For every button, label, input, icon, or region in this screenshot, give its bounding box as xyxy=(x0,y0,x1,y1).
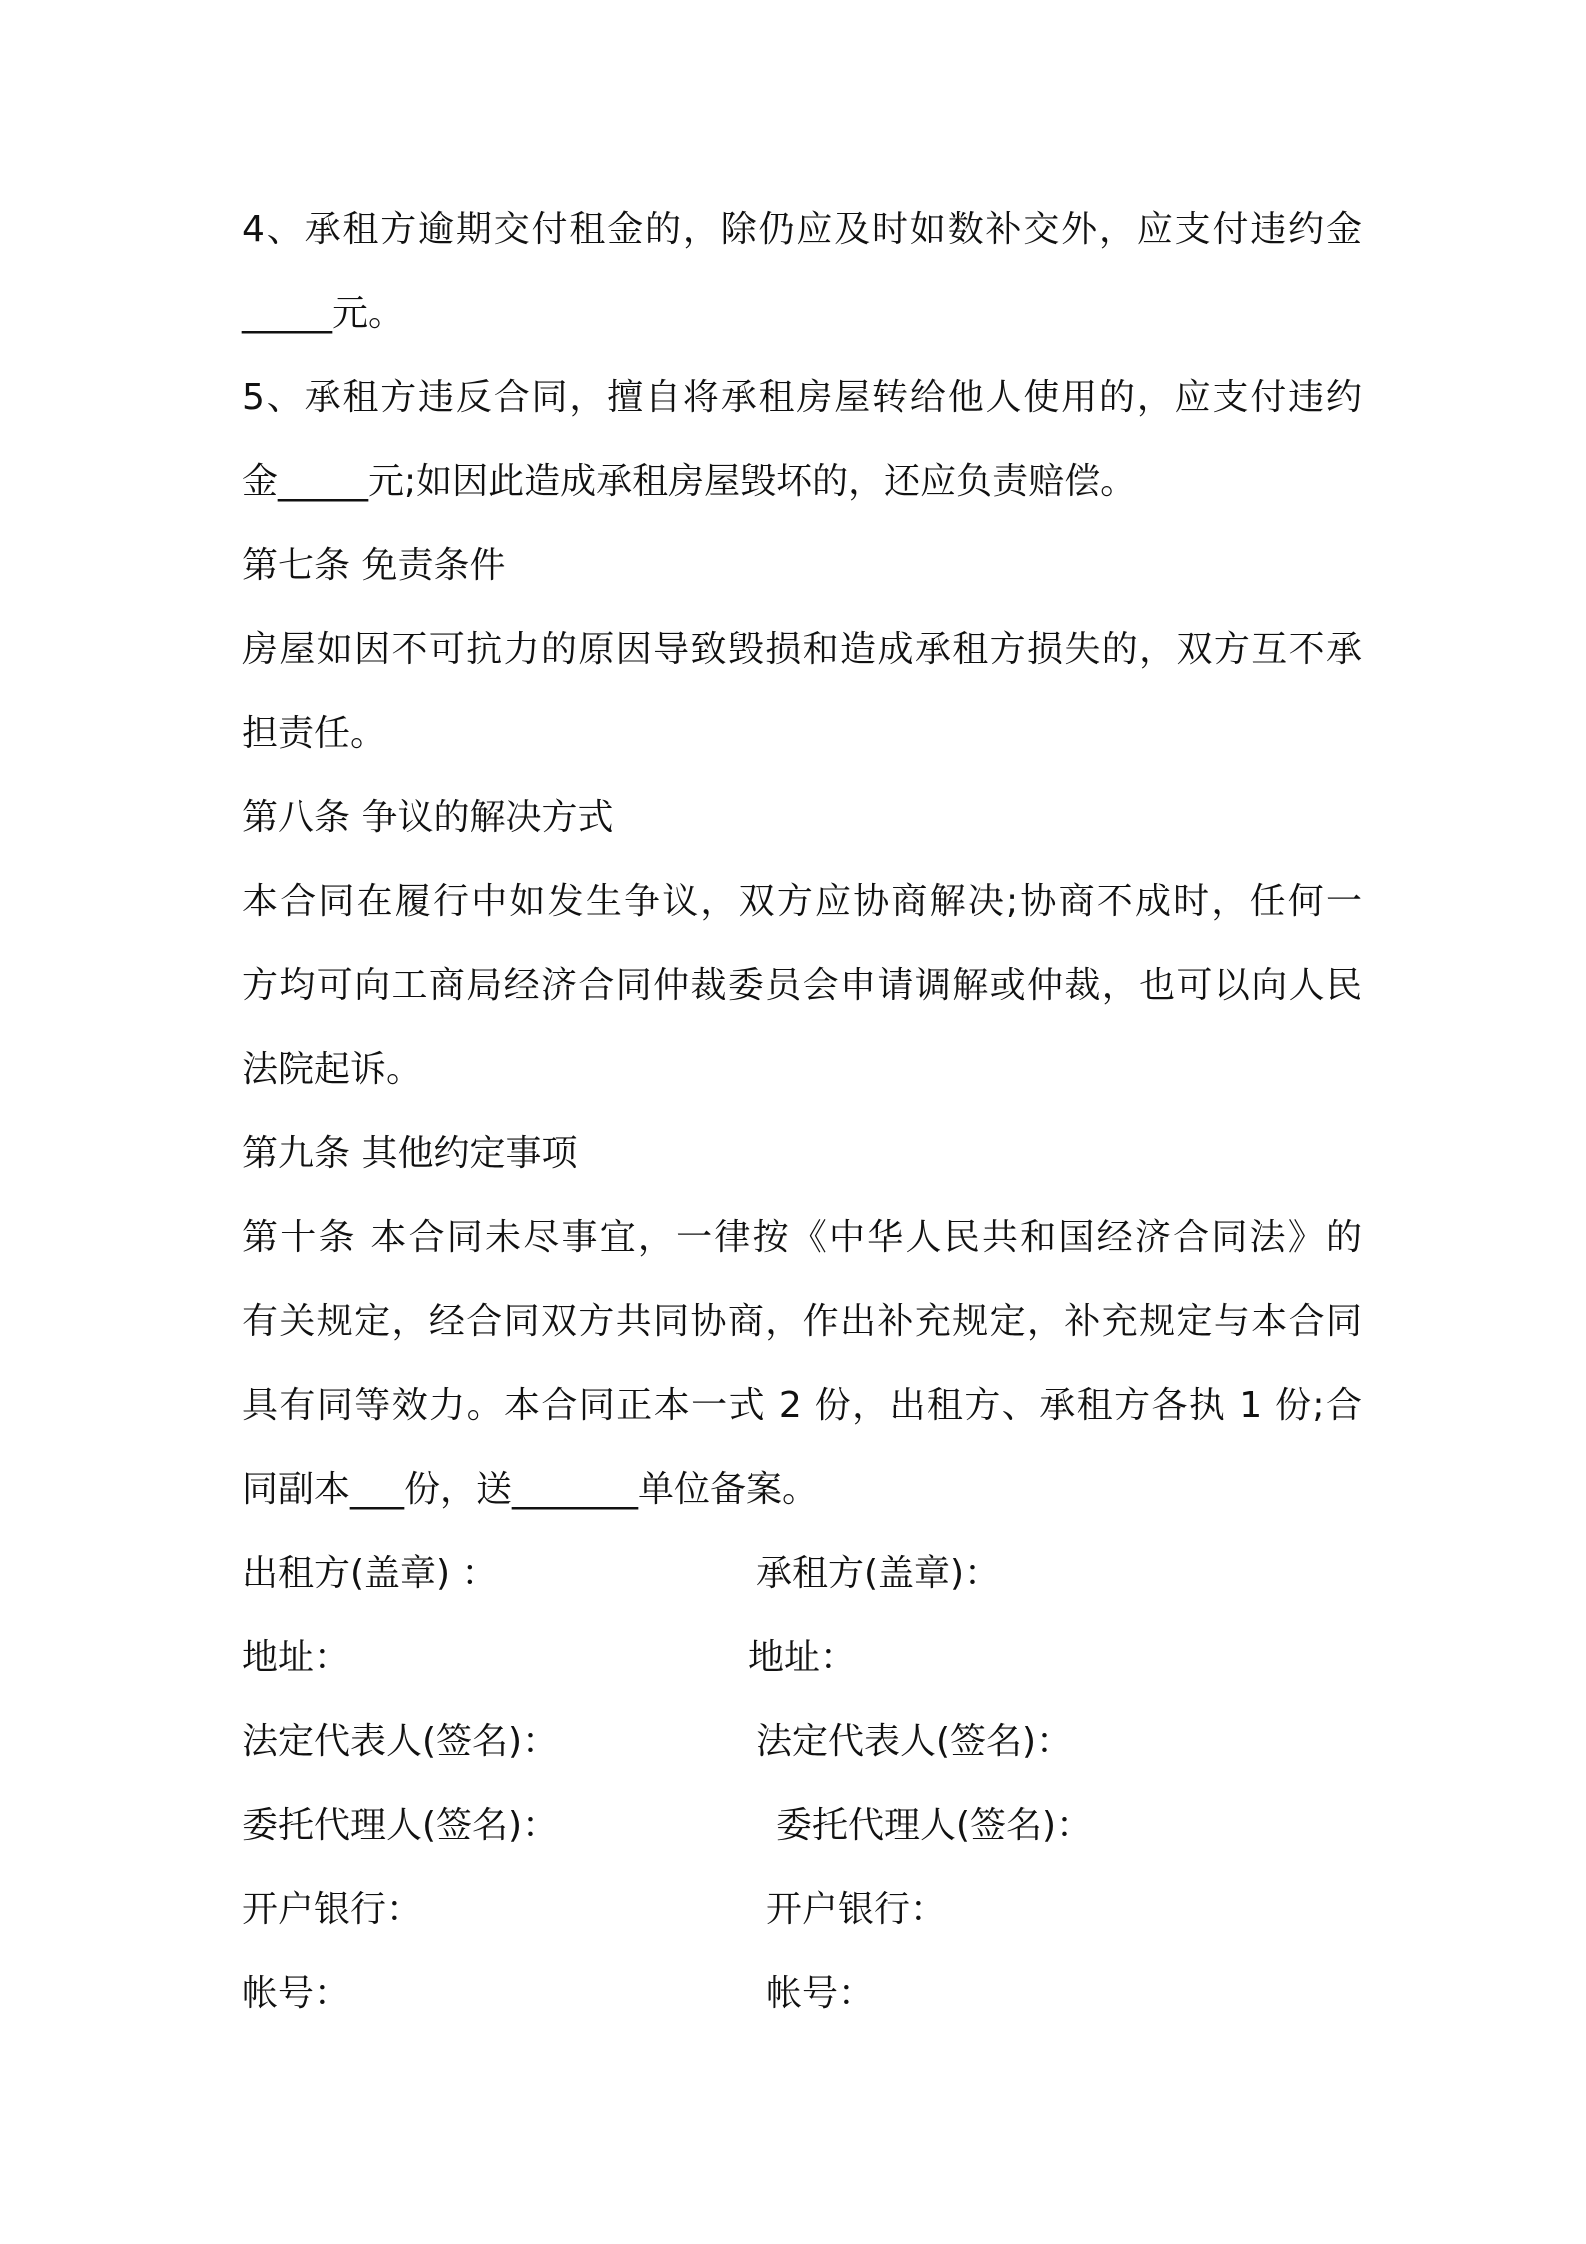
article-8-heading: 第八条 争议的解决方式 xyxy=(242,797,614,838)
lessee-legal-rep-label: 法定代表人(签名)： xyxy=(756,1721,1073,1762)
article-7-line-2: 担责任。 xyxy=(242,713,387,754)
article-8-line-2: 方均可向工商局经济合同仲裁委员会申请调解或仲裁，也可以向人民 xyxy=(242,965,1362,1006)
article-7-line-1: 房屋如因不可抗力的原因导致毁损和造成承租方损失的，双方互不承 xyxy=(242,629,1362,670)
lessee-bank-label: 开户银行： xyxy=(766,1889,947,1930)
clause-5-line-1: 5、承租方违反合同，擅自将承租房屋转给他人使用的，应支付违约 xyxy=(242,377,1362,418)
article-10-line-2: 有关规定，经合同双方共同协商，作出补充规定，补充规定与本合同 xyxy=(242,1301,1362,1342)
lessee-agent-label: 委托代理人(签名)： xyxy=(776,1805,1093,1846)
lessee-seal-label: 承租方(盖章)： xyxy=(756,1553,1001,1594)
clause-5-line-2: 金_____元;如因此造成承租房屋毁坏的，还应负责赔偿。 xyxy=(242,461,1137,502)
lessor-agent-label: 委托代理人(签名)： xyxy=(242,1805,559,1846)
lessee-account-label: 帐号： xyxy=(766,1973,875,2014)
article-10-line-3: 具有同等效力。本合同正本一式 2 份，出租方、承租方各执 1 份;合 xyxy=(242,1385,1362,1426)
lessor-seal-label: 出租方(盖章) ： xyxy=(242,1553,498,1594)
article-10-line-4: 同副本___份，送_______单位备案。 xyxy=(242,1469,819,1510)
lessor-legal-rep-label: 法定代表人(签名)： xyxy=(242,1721,559,1762)
lessor-address-label: 地址： xyxy=(242,1637,351,1678)
lessee-address-label: 地址： xyxy=(748,1637,857,1678)
clause-4-line-1: 4、承租方逾期交付租金的，除仍应及时如数补交外，应支付违约金 xyxy=(242,209,1362,250)
article-10-line-1: 第十条 本合同未尽事宜，一律按《中华人民共和国经济合同法》的 xyxy=(242,1217,1362,1258)
lessor-account-label: 帐号： xyxy=(242,1973,351,2014)
article-8-line-1: 本合同在履行中如发生争议，双方应协商解决;协商不成时，任何一 xyxy=(242,881,1362,922)
article-7-heading: 第七条 免责条件 xyxy=(242,545,506,586)
clause-4-line-2: _____元。 xyxy=(242,293,405,334)
article-9-heading: 第九条 其他约定事项 xyxy=(242,1133,578,1174)
article-8-line-3: 法院起诉。 xyxy=(242,1049,423,1090)
lessor-bank-label: 开户银行： xyxy=(242,1889,423,1930)
